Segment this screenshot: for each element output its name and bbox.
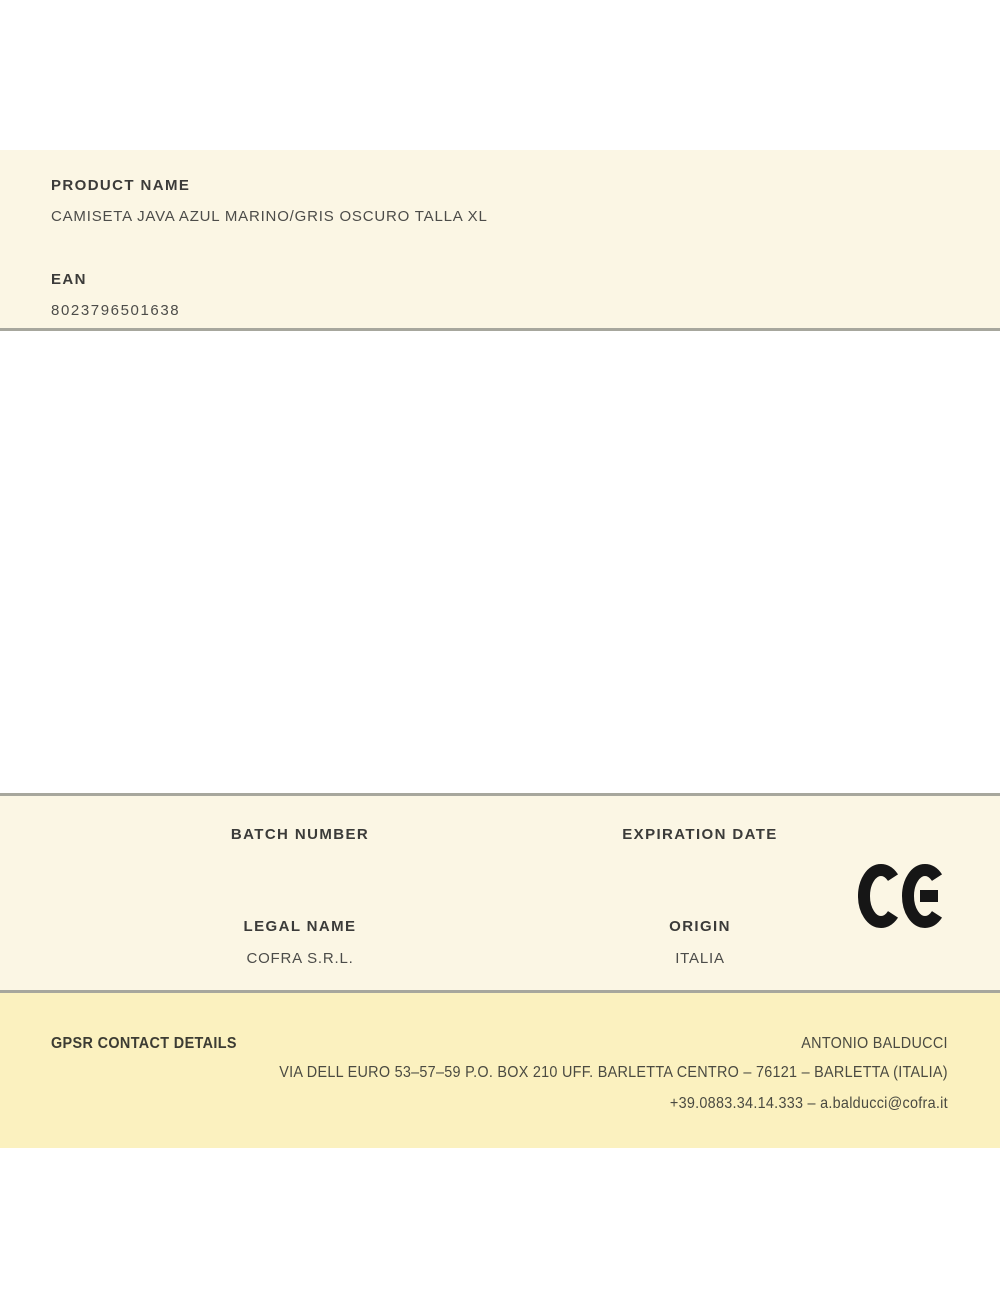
gpsr-contact-address: VIA DELL EURO 53–57–59 P.O. BOX 210 UFF. BARLETTA CENTRO – 76121 – BARLETTA (ITALIA)	[279, 1064, 948, 1081]
expiration-date-label: EXPIRATION DATE	[622, 826, 778, 843]
gpsr-contact-name: ANTONIO BALDUCCI	[801, 1035, 948, 1052]
product-name-value: CAMISETA JAVA AZUL MARINO/GRIS OSCURO TALLA XL	[51, 208, 488, 225]
ean-label: EAN	[51, 271, 87, 288]
origin-block	[500, 918, 900, 967]
origin-value: ITALIA	[675, 950, 725, 967]
traceability-section	[0, 793, 1000, 990]
product-info-section	[0, 150, 1000, 331]
ce-mark-svg	[858, 864, 944, 928]
traceability-detail-row	[100, 918, 900, 967]
legal-name-value: COFRA S.R.L.	[246, 950, 354, 967]
gpsr-contact-phone-email: +39.0883.34.14.333 – a.balducci@cofra.it	[669, 1095, 948, 1112]
traceability-header-row	[100, 826, 900, 843]
batch-number-label: BATCH NUMBER	[230, 826, 370, 843]
gpsr-contact-details-label: GPSR CONTACT DETAILS	[51, 1035, 237, 1052]
ce-mark-icon	[858, 864, 944, 928]
gpsr-header-row	[51, 1035, 948, 1053]
ean-value: 8023796501638	[51, 302, 181, 319]
legal-name-label: LEGAL NAME	[243, 918, 357, 935]
product-name-label: PRODUCT NAME	[51, 177, 191, 194]
legal-name-block	[100, 918, 500, 967]
gpsr-contact-section	[0, 990, 1000, 1148]
origin-label: ORIGIN	[669, 918, 731, 935]
